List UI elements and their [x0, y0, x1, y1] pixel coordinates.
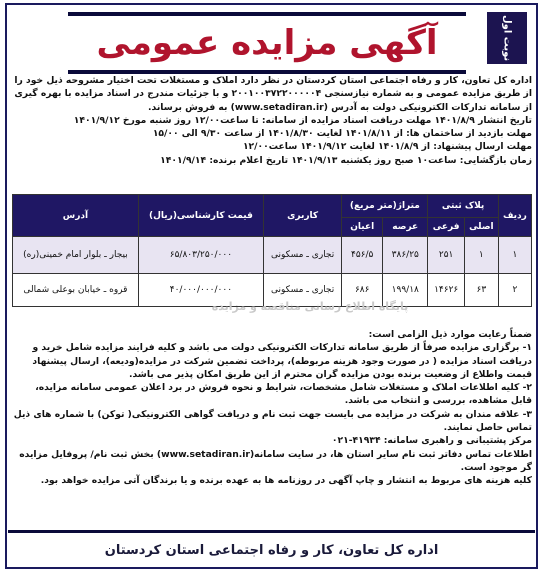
cell-row: ۱: [498, 237, 531, 274]
header: [8, 6, 535, 72]
note-item: ۳- علاقه مندان به شرکت در مزایده می بایست جهت ثبت نام و دریافت گواهی الکترونیکی( توکن) با شماره های ذیل تماس حاصل نمایند.: [13, 408, 532, 434]
intro-text: [12, 74, 532, 167]
col-plaque: پلاک ثبتی: [428, 195, 498, 218]
title-box: [68, 12, 466, 74]
cell-main: ۶۳: [464, 274, 498, 307]
col-usage: کاربری: [263, 195, 341, 237]
note-item: ۲- کلیه اطلاعات املاک و مستغلات شامل مشخصات، شرایط و نحوه فروش در برد اعلان عمومی سامانه مزایده، قابل مشاهده، بررسی و انتخاب می باشد.: [35, 382, 532, 407]
opening-time-line: زمان بازگشایی: ساعت۱۰ صبح روز یکشنبه ۱۴۰۱/۹/۱۳ تاریخ اعلام برنده: ۱۴۰۱/۹/۱۴: [160, 154, 532, 166]
col-plaque-sub: فرعی: [428, 218, 464, 237]
support-center-line: مرکز پشتیبانی و راهبری سامانه: ۴۱۹۳۴-۰۲۱: [331, 435, 532, 447]
cell-price: ۴۰/۰۰۰/۰۰۰/۰۰۰: [138, 274, 263, 307]
watermark: پایگاه اطلاع رسانی مناقصه و مزایده: [211, 300, 409, 313]
cell-row: ۲: [498, 274, 531, 307]
table-row: [13, 237, 532, 274]
col-area-build: اعیان: [342, 218, 383, 237]
note-item: ۱- برگزاری مزایده صرفاً از طریق سامانه تدارکات الکترونیکی دولت می باشد و کلیه فرایند مزایده شامل خرید و دریافت اسناد مزایده ( در صورت وجود هزینه مربوطه)، پرداخت تضمین شرکت در مزایده(ودیعه)، ارسال پیشنهاد قیمت واطلاع از وضعیت برنده بودن مزایده گران محترم از این طریق امکان پذیر می باشد.: [32, 342, 532, 380]
footer-org-name: اداره کل تعاون، کار و رفاه اجتماعی استان کردستان: [104, 542, 439, 558]
col-area: متراژ(متر مربع): [342, 195, 428, 218]
col-price: قیمت کارشناسی(ریال): [138, 195, 263, 237]
col-address: آدرس: [13, 195, 139, 237]
bid-deadline-line: مهلت ارسال پیشنهاد: از ۱۴۰۱/۸/۹ لغایت ۱۴۰۱/۹/۱۲ ساعت۱۲/۰۰: [242, 141, 532, 153]
cell-build: ۶۸۶: [342, 274, 383, 307]
cell-address: بیجار ـ بلوار امام خمینی(ره): [13, 237, 139, 274]
cell-land: ۱۹۹/۱۸: [383, 274, 428, 307]
visit-deadline-line: مهلت بازدید از ساختمان ها: از ۱۴۰۱/۸/۱۱ لغایت ۱۴۰۱/۸/۳۰ از ساعت ۹/۳۰ الی ۱۵/۰۰: [152, 128, 532, 140]
cell-usage: تجاری ـ مسکونی: [263, 274, 341, 307]
cell-sub: ۲۵۱: [428, 237, 464, 274]
cell-usage: تجاری ـ مسکونی: [263, 237, 341, 274]
cell-main: ۱: [464, 237, 498, 274]
cost-note-line: کلیه هزینه های مربوط به انتشار و چاپ آگهی در روزنامه ها به عهده برنده و یا برندگان آتی مزایده خواهد بود.: [40, 475, 532, 487]
edition-badge-label: نوبت اول: [501, 14, 513, 62]
notes-heading: ضمناً رعایت موارد ذیل الزامی است:: [368, 329, 532, 340]
col-row: ردیف: [498, 195, 531, 237]
cell-sub: ۱۴۶۲۶: [428, 274, 464, 307]
publish-date-line: تاریخ انتشار ۱۴۰۱/۸/۹ مهلت دریافت اسناد مزایده از سامانه: تا ساعت۱۲/۰۰ روز شنبه مورخ ۱۴۰۱/۹/۱۲: [73, 114, 532, 126]
intro-paragraph: اداره کل تعاون، کار و رفاه اجتماعی استان کردستان در نظر دارد املاک و مستغلات تحت اختیار مشروحه ذیل خود را از طریق مزایده عمومی و به شماره نیازسنجی ۲۰۰۱۰۰۳۷۲۲۰۰۰۰۰۴ و با جزئیات مندرج در اسناد مزایده با بهره گیری از سامانه تدارکات الکترونیکی دولت به آدرس (www.setadiran.ir) به فروش برساند.: [14, 75, 532, 113]
col-area-land: عرصه: [383, 218, 428, 237]
edition-badge: [487, 12, 527, 64]
cell-address: قروه ـ خیابان بوعلی شمالی: [13, 274, 139, 307]
cell-land: ۳۸۶/۲۵: [383, 237, 428, 274]
contact-info-line: اطلاعات تماس دفاتر ثبت نام سایر استان ها، در سایت سامانه(www.setadiran.ir) بخش ثبت نام/ پروفایل مزایده گر موجود است.: [19, 448, 532, 473]
col-plaque-main: اصلی: [464, 218, 498, 237]
cell-price: ۶۵/۸۰۳/۲۵۰/۰۰۰: [138, 237, 263, 274]
notes-section: [12, 328, 532, 488]
footer: [8, 530, 535, 567]
auction-table: [12, 194, 532, 307]
page-title: آگهی مزایده عمومی: [96, 23, 438, 63]
cell-build: ۴۵۶/۵: [342, 237, 383, 274]
